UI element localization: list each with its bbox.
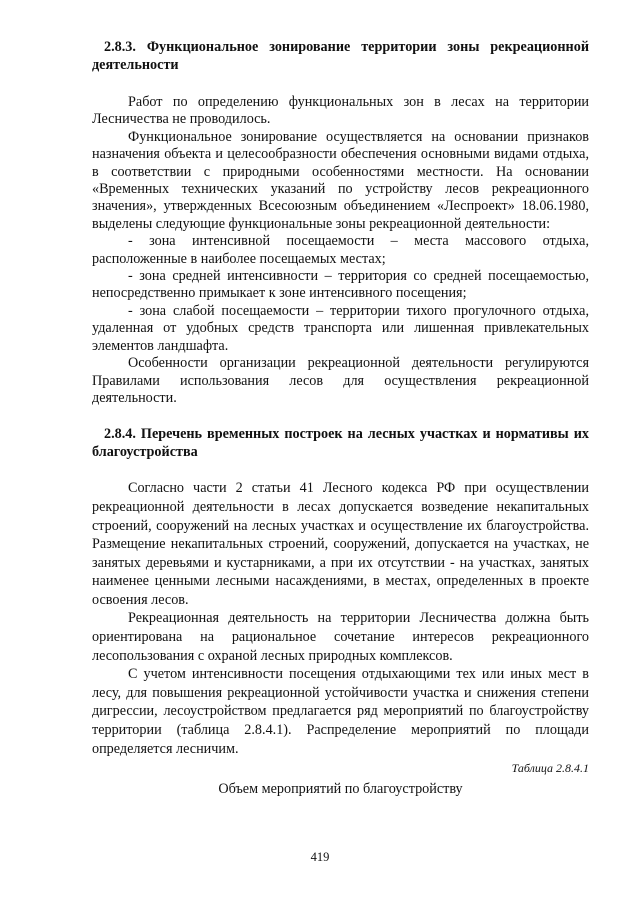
page-number: 419 (310, 850, 330, 864)
section-body-2-8-4 (92, 479, 589, 758)
paragraph: Работ по определению функциональных зон в лесах на территории Лесничества не проводилось. (92, 94, 589, 128)
paragraph: С учетом интенсивности посещения отдыхающими тех или иных мест в лесу, для повышения рекреационной устойчивости участка и снижения степени дигрессии, лесоустройством предлагается ряд мероприятий по благоустройству территории (таблица 2.8.4.1). Распределение мероприятий по площади определяется лесничим. (92, 666, 589, 757)
section-body-2-8-3 (92, 94, 589, 407)
paragraph: Согласно части 2 статьи 41 Лесного кодекса РФ при осуществлении рекреационной деятельности в лесах допускается возведение некапитальных строений, сооружений на лесных участках и осуществление их благоустройства. Размещение некапитальных строений, сооружений, допускается на участках, не занятых деревьями и кустарниками, а при их отсутствии - на участках, занятых наименее ценными лесными насаждениями, в местах, определенных в проекте освоения лесов. (92, 480, 589, 608)
paragraph: Функциональное зонирование осуществляется на основании признаков назначения объекта и целесообразности обеспечения основными видами отдыха, в соответствии с природными особенностями местности. На основании «Временных технических указаний по устройству лесов рекреационного значения», утвержденных Всесоюзным объединением «Леспроект» 18.06.1980, выделены следующие функциональные зоны рекреационной деятельности: (92, 128, 589, 232)
table-label: Таблица 2.8.4.1 (511, 761, 589, 776)
list-item: - зона средней интенсивности – территория со средней посещаемостью, непосредственно примыкает к зоне интенсивного посещения; (92, 268, 589, 302)
document-page (92, 38, 589, 798)
paragraph: Рекреационная деятельность на территории Лесничества должна быть ориентирована на рациональное сочетание интересов рекреационного лесопользования с охраной лесных природных комплексов. (92, 610, 589, 664)
paragraph: Особенности организации рекреационной деятельности регулируются Правилами использования лесов для осуществления рекреационной деятельности. (92, 355, 589, 406)
section-heading-2-8-4: 2.8.4. Перечень временных построек на лесных участках и нормативы их благоустройства (92, 426, 589, 461)
section-heading-2-8-3: 2.8.3. Функциональное зонирование территории зоны рекреационной деятельности (92, 39, 589, 73)
table-title: Объем мероприятий по благоустройству (218, 781, 463, 798)
list-item: - зона интенсивной посещаемости – места массового отдыха, расположенные в наиболее посещаемых местах; (92, 233, 589, 267)
list-item: - зона слабой посещаемости – территории тихого прогулочного отдыха, удаленная от удобных средств транспорта или лишенная привлекательных элементов ландшафта. (92, 302, 589, 354)
